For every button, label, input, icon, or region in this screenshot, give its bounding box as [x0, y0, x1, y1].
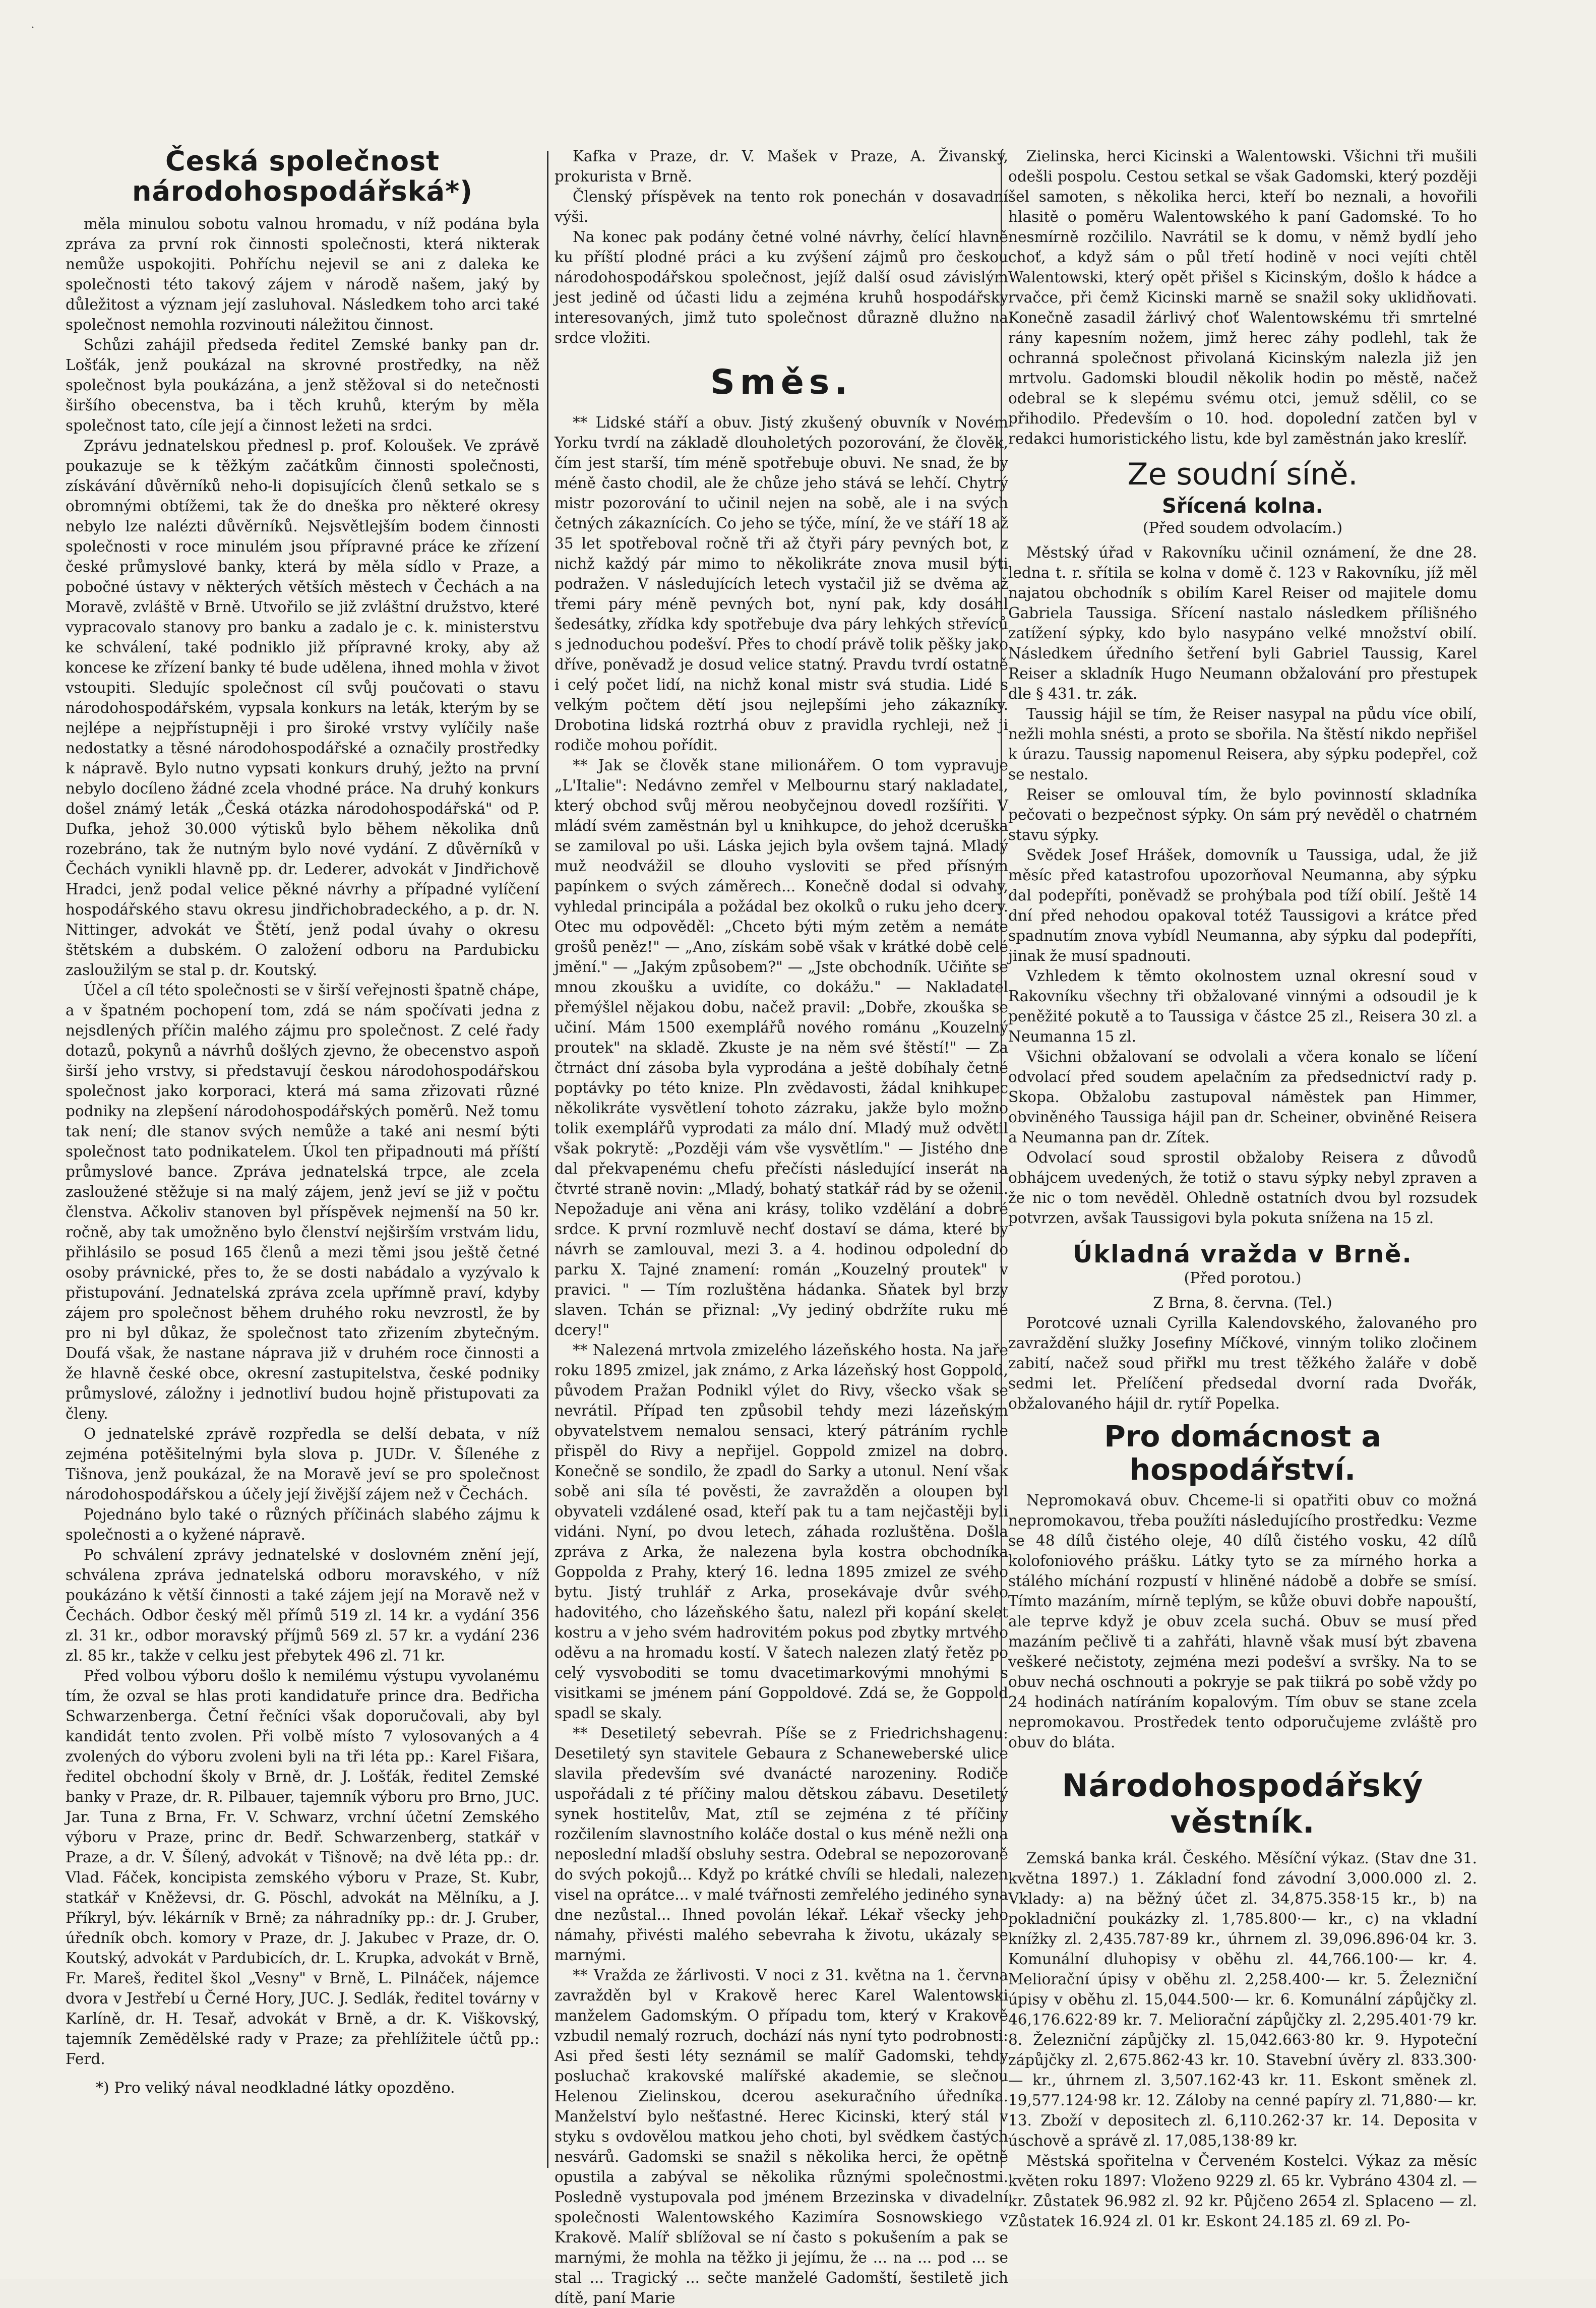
footnote: *) Pro veliký nával neodkladné látky opozděno.	[96, 2079, 455, 2097]
column-left	[66, 146, 539, 2098]
article-paragraph: Členský příspěvek na tento rok ponechán v dosavadní výši.	[555, 188, 1008, 225]
article-paragraph: Všichni obžalovaní se odvolali a včera konalo se líčení odvolací před soudem apelačním za předsednictví rady p. Skopa. Obžalobu zastupoval náměstek pan Himmer, obviněného Taussiga hájil pan dr. Scheiner, obviněné Reisera a Neumanna pan dr. Zítek.	[1008, 1048, 1477, 1146]
article-paragraph: měla minulou sobotu valnou hromadu, v níž podána byla zpráva za první rok činnosti společnosti, která nikterak nemůže uspokojiti. Pohříchu nejevil se ani z daleka ke společnosti této takový zájem v národě našem, jaký by důležitost a význam její zasluhoval. Následkem toho arci také společnost nemohla rozvinouti náležitou činnost.	[66, 215, 539, 333]
column-right	[986, 146, 1477, 2231]
article-paragraph: Před volbou výboru došlo k nemilému výstupu vyvolanému tím, že ozval se hlas proti kandidatuře prince dra. Bedřicha Schwarzenberga. Četní řečníci však doporučovali, aby byl kandidát tento zvolen. Při volbě místo 7 vylosovaných a 4 zvolených do výboru zvoleni byli na tři léta pp.: Karel Fišara, ředitel obchodní školy v Brně, dr. J. Lošťák, ředitel Zemské banky v Praze, dr. R. Pilbauer, tajemník výboru pro Brno, JUC. Jar. Tuna z Brna, Fr. V. Schwarz, vrchní účetní Zemského výboru v Praze, princ dr. Bedř. Schwarzenberg, statkář v Praze, a dr. V. Šílený, advokát v Tišnově; na dvě léta pp.: dr. Vlad. Fáček, koncipista zemského výboru v Praze, St. Kubr, statkář v Kněževsi, dr. G. Pöschl, advokát na Mělníku, a J. Příkryl, býv. lékárník v Brně; za náhradníky pp.: dr. J. Gruber, úředník obch. komory v Praze, dr. J. Jakubec v Praze, dr. O. Koutský, advokát v Pardubicích, dr. L. Krupka, advokát v Brně, Fr. Mareš, ředitel škol „Vesny" v Brně, L. Pilnáček, nájemce dvora v Jestřebí u Černé Hory, JUC. J. Sedlák, ředitel továrny v Karlíně, dr. H. Tesař, advokát v Brně, a dr. K. Viškovský, tajemník Zemědělské rady v Praze; za přehlížitele účtů pp.: Ferd.	[66, 1667, 539, 2068]
article-paragraph: Účel a cíl této společnosti se v širší veřejnosti špatně chápe, a v špatném pochopení tom, zdá se nám spočívati jedna z nejsdlených příčin malého zájmu pro společnost. Z celé řady dotazů, pokynů a návrhů došlých zjevno, že obecenstvo aspoň širší jeho vrstvy, si představují českou národohospodářskou společnost jako korporaci, která má sama zřizovati různé podniky na zlepšení národohospodářských poměrů. Než tomu tak není; dle stanov svých nemůže a také ani nesmí býti společnost tato podnikatelem. Úkol ten připadnouti má příští průmyslové bance. Zpráva jednatelská trpce, ale zcela zasloužené stěžuje si na malý zájem, jenž jeví se již v počtu členstva. Ačkoliv stanoven byl příspěvek nejmenší na 50 kr. ročně, aby tak umožněno bylo členství nejširším vrstvám lidu, přihlásilo se posud 165 členů a mezi těmi jsou ještě četné osoby právnické, přes to, že se dosti nabádalo a vyzývalo k přistupování. Jednatelská zpráva zcela upřímně praví, kdyby zájem pro společnost během druhého roku nevzrostl, že by pro ni byl důkaz, že společnost tato zřizením zbytečným. Doufá však, že nastane náprava již v druhém roce činnosti a že hlavně české obce, okresní zastupitelstva, české podniky průmyslové, záložny i jednotliví budou hojně přistupovati za členy.	[66, 982, 539, 1422]
article-paragraph: O jednatelské zprávě rozpředla se delší debata, v níž zejména potěšitelnými byla slova p. JUDr. V. Šílenéhe z Tišnova, jenž poukázal, že na Moravě jeví se pro společnost národohospodářskou a účely její živější zájem než v Čechách.	[66, 1425, 539, 1503]
article-paragraph: Zprávu jednatelskou přednesl p. prof. Koloušek. Ve zprávě poukazuje se k těžkým začátkům činnosti společnosti, získávání důvěrníků neho-li dopisujících členů setkalo se s obromnými obtížemi, tak že do dneška pro některé okresy nebylo lze nalézti důvěrníků. Nejsvětlejším bodem činnosti společnosti v roce minulém jsou přípravné práce ke zřízení české průmyslové banky, která by měla sídlo v Praze, a pobočné ústavy v některých větších městech v Čechách a na Moravě, zvláště v Brně. Utvořilo se již zvláštní družstvo, které vypracovalo stanovy pro banku a zadalo je c. k. ministerstvu ke schválení, také podniklo již přípravné kroky, aby až koncese ke zřízení banky té bude udělena, ihned mohla v život vstoupiti. Sledujíc společnost cíl svůj poučovati o stavu národohospodářském, vypsala konkurs na leták, kterým by se nejlépe a nejpřístupněji i pro široké vrstvy vylíčily naše nedostatky a těsné národohospodářské a označily prostředky k nápravě. Bylo nutno vypsati konkurs druhý, ježto na první nebylo docíleno žádné zcela vhodné práce. Na druhý konkurs došel známý leták „Česká otázka národohospodářská" od P. Dufka, jehož 30.000 výtisků bylo během několika dnů rozebráno, tak že nutným bylo nové vydání. Z důvěrníků v Čechách vynikli hlavně pp. dr. Lederer, advokát v Jindřichově Hradci, jenž podal velice pěkné návrhy a případné vylíčení hospodářského stavu okresu jindřichobradeckého, a p. dr. N. Nittinger, advokát ve Štětí, jenž podal úvahy o okresu štětském a dubském. O založení odboru na Pardubicku zasloužilým se stal p. dr. Koutský.	[66, 437, 539, 979]
article-paragraph: Nepromokavá obuv. Chceme-li si opatřiti obuv co možná nepromokavou, třeba použíti následujícího prostředku: Vezme se 48 dílů čistého oleje, 40 dílů čistého vosku, 42 dílů kolofoniového prášku. Látky tyto se za mírného horka a stálého míchání rozpustí v hliněné nádobě a dobře se smísí. Tímto mazáním, mírně teplým, se kůže obuvi dobře napouští, ale teprve když je obuv zcela suchá. Obuv se musí před mazáním pečlivě ti a zahřáti, hlavně však musí být zbavena veškeré nečistoty, zejména mezi podešví a svršky. Na to se obuv nechá oschnouti a pokryje se pak tiikrá po sobě vždy po 24 hodinách natíráním kopalovým. Tím obuv se stane zcela nepromokavou. Prostředek tento odporučujeme zvláště pro obuv do bláta.	[1008, 1492, 1477, 1751]
court-case-title: Sřícená kolna.	[1162, 495, 1323, 518]
news-item: ** Jak se člověk stane milionářem. O tom vypravuje „L'Italie": Nedávno zemřel v Melbournu starý nakladatel, který obchod svůj měrou neobyčejnou dovedl rozšířiti. V mládí svém zaměstnán byl u knihkupce, do jehož dceruška se zamiloval po uši. Láska jejich byla ovšem tajná. Mladý muž neodvážil se dlouho vysloviti se před přísným papínkem o svých záměrech... Konečně dodal si odvahy, vyhledal principála a požádal bez okolků o ruku jeho dcery. Otec mu odpověděl: „Chceto býti mým zetěm a nemáte grošů peněz!" — „Ano, získám sobě však v krátké době celé jmění." — „Jakým způsobem?" — „Jste obchodník. Učiňte se mnou zkoušku a uvidíte, co dokážu." — Nakladatel přemýšlel nějakou dobu, načež pravil: „Dobře, zkouška se učiní. Mám 1500 exemplářů nového románu „Kouzelný proutek" na skladě. Zkuste je na něm své štěstí!" — Za čtrnáct dní zásoba byla vyprodána a ještě dobíhaly četné poptávky po této knize. Pln zvědavosti, žádal knihkupec několikráte vysvětlení tohoto zázraku, jakže bylo možno tolik exemplářů vyprodati za málo dní. Mladý muž odvětil však pokrytě: „Později vám vše vysvětlím." — Jistého dne dal překvapenému chefu přečísti následující inserát na čtvrté straně novin: „Mladý, bohatý statkář rád by se oženil. Nepožaduje ani věna ani krásy, toliko vzdělání a dobré srdce. K první rozmluvě nechť dostaví se dáma, které by návrh se zamlouval, mezi 3. a 4. hodinou odpolední do parku X. Tajné znamení: román „Kouzelný proutek" v pravici. " — Tím rozluštěna hádanka. Sňatek byl brzy slaven. Tchán se přiznal: „Vy jediný obdržíte ruku mé dcery!"	[555, 757, 1008, 1339]
section-heading-smes: Směs.	[710, 362, 853, 402]
news-item: ** Vražda ze žárlivosti. V noci z 31. května na 1. června zavražděn byl v Krakově herec Karel Walentowski manželem Gadomským. O případu tom, který v Krakově vzbudil nemalý rozruch, dochází nás nyní tyto podrobnosti: Asi před šesti léty seznámil se malíř Gadomski, tehdy posluchač krakovské malířské akademie, se slečnou Helenou Zielinskou, dcerou asekuračního úředníka. Manželství bylo nešťastné. Herec Kicinski, který stál v styku s ovdovělou matkou jeho choti, byl svědkem častých nesvárů. Gadomski se snažil s několika herci, že opětně opustila a zabýval se několika různými společnostmi. Posledně vystupovala pod jménem Brzezinska v divadelní společnosti Walentowského Kazimíra Sosnowskiego v Krakově. Malíř sblížoval se ní často s pokušením a pak se marnými, že mohla na těžko ji jejímu, že ... na ... pod ... se stal ... Tragický ... sečte manželé Gadomští, šestiletě jich dítě, paní Marie	[555, 1967, 1008, 2306]
article-paragraph: Reiser se omlouval tím, že bylo povinností skladníka pečovati o bezpečnost sýpky. On sám prý nevěděl o chatrném stavu sýpky.	[1008, 786, 1477, 843]
article-paragraph: Městská spořitelna v Červeném Kostelci. Výkaz za měsíc květen roku 1897: Vloženo 9229 zl. 65 kr. Vybráno 4304 zl. — kr. Zůstatek 96.982 zl. 92 kr. Půjčeno 2654 zl. Splaceno — zl. Zůstatek 16.924 zl. 01 kr. Eskont 24.185 zl. 69 zl. Po-	[1008, 2152, 1477, 2230]
section-heading-vestnik: Národohospodářský věstník.	[1062, 1767, 1424, 1840]
news-item: ** Desetiletý sebevrah. Píše se z Friedrichshagenu: Desetiletý syn stavitele Gebaura z Schaneweberské ulice slavila především své dvanácté narozeniny. Rodiče uspořádali z té příčiny malou dětskou zábavu. Desetiletý synek hostitelův, Mat, ztíl se zejména z té příčiny rozčilením slavnostního koláče dostal o kus méně nežli ona neposlední mladší obsluhy sestra. Odebral se nepozorovaně do svých pokojů... Když po krátké chvíli se hledali, nalezen visel na oprátce... v malé tvářnosti zemřelého jediného syna dne nezůstal... Ihned povolán lékař. Lékař všecky jeho námahy, přivésti malého sebevraha k životu, ukázaly se marnými.	[555, 1725, 1008, 1964]
murder-heading: Úkladná vražda v Brně.	[1073, 1240, 1413, 1268]
section-heading-household: Pro domácnost a hospodářství.	[1104, 1419, 1381, 1487]
page-mark: ·	[30, 20, 35, 36]
article-paragraph: Taussig hájil se tím, že Reiser nasypal na půdu více obilí, nežli mohla snésti, a proto se sbořila. Na štěstí nikdo nepřišel k úrazu. Taussig napomenul Reisera, aby sýpku podepřel, což se nestalo.	[1008, 705, 1477, 783]
article-paragraph: Odvolací soud sprostil obžaloby Reisera z důvodů obhájcem uvedených, že totiž o stavu sýpky nebyl zpraven a že nic o tom nevěděl. Ohledně ostatních dvou byl rozsudek potvrzen, avšak Taussigovi byla pokuta snížena na 15 zl.	[1008, 1149, 1477, 1227]
article-paragraph: Po schválení zprávy jednatelské v doslovném znění její, schválena zpráva jednatelská odboru moravského, v níž poukázáno k větší činnosti a také zájem její na Moravě než v Čechách. Odbor český měl přímů 519 zl. 14 kr. a vydání 356 zl. 31 kr., odbor moravský příjmů 569 zl. 57 kr. a vydání 236 zl. 85 kr., takže v celku jest přebytek 496 zl. 71 kr.	[66, 1546, 539, 1664]
article-paragraph: Zemská banka král. Českého. Měsíční výkaz. (Stav dne 31. května 1897.) 1. Základní fond závodní 3,000.000 zl. 2. Vklady: a) na běžný účet zl. 34,875.358·15 kr., b) na pokladniční poukázky zl. 1,785.800·— kr., c) na vkladní knížky zl. 2,435.787·89 kr., úhrnem zl. 39,096.896·04 kr. 3. Komunální dluhopisy v oběhu zl. 44,766.100·— kr. 4. Meliorační úpisy v oběhu zl. 2,258.400·— kr. 5. Železniční úpisy v oběhu zl. 15,044.500·— kr. 6. Komunální zápůjčky zl. 46,176.622·89 kr. 7. Meliorační zápůjčky zl. 2,295.401·79 kr. 8. Železniční zápůjčky zl. 15,042.663·80 kr. 9. Hypoteční zápůjčky zl. 2,675.862·43 kr. 10. Stavební úvěry zl. 833.300·— kr., úhrnem zl. 3,507.162·43 kr. 11. Eskont směnek zl. 19,577.124·98 kr. 12. Záloby na cenné papíry zl. 71,880·— kr. 13. Zboží v depositech zl. 6,110.262·37 kr. 14. Deposita v úschově a správě zl. 17,085,138·89 kr.	[1008, 1850, 1477, 2149]
article-paragraph: Kafka v Praze, dr. V. Mašek v Praze, A. Živanský, prokurista v Brně.	[555, 148, 1008, 185]
article-paragraph: Svědek Josef Hrášek, domovník u Taussiga, udal, že již měsíc před katastrofou upozorňoval Neumanna, aby sýpku dal podepříti, poněvadž se prohýbala pod tíží obilí. Ještě 14 dní před nehodou opakoval totéž Taussigovi a krátce před spadnutím znova vybídl Neumanna, aby sýpku dal podepříti, jinak že musí spadnouti.	[1008, 846, 1477, 964]
article-paragraph: Vzhledem k těmto okolnostem uznal okresní soud v Rakovníku všechny tři obžalované vinnými a odsoudil je k peněžité pokutě a to Taussiga v částce 25 zl., Reisera 30 zl. a Neumanna 15 zl.	[1008, 967, 1477, 1045]
dateline: Z Brna, 8. června. (Tel.)	[1153, 1294, 1332, 1311]
article-paragraph: Na konec pak podány četné volné návrhy, čelící hlavně ku příští plodné práci a ku zvýšení zájmů pro českou národohospodářskou společnost, jejíž další osud závislým jest jedině od účasti lidu a zejména kruhů hospodářsky interesovaných, jimž tuto společnost důrazně dlužno na srdce vložiti.	[555, 228, 1008, 346]
news-item: ** Nalezená mrtvola zmizelého lázeňského hosta. Na jaře roku 1895 zmizel, jak známo, z Arka lázeňský host Goppold, původem Pražan Podnikl výlet do Rivy, všecko však se nevrátil. Případ ten způsobil tehdy mezi lázeňským obyvatelstvem nemalou sensaci, který pátráním rychle přispěl do Rivy a nepřijel. Goppold zmizel na dobro. Konečně se sondilo, že zpadl do Sarky a utonul. Není však sobě ani síla té pověsti, že zavražděn a oloupen byl obyvateli vzdálené osad, kteří pak tu a tam nejčastěji byli vidáni. Nyní, po dvou letech, záhada rozluštěna. Došla zpráva z Arka, že nalezena byla kostra obchodníka Goppolda z Prahy, který 16. ledna 1895 zmizel ze svého bytu. Jistý truhlář z Arka, prosekávaje dvůr svého hadovitého, cho lázeňského šatu, nalezl při kopání skelet kostru a v jeho svém hadrovitém pokus pod zbytky mrtvého oděvu a na hromadu kostí. V šatech nalezen zlatý řetěz po celý vysvoboditi se tomu dvacetimarkovými mnohými s visitkami se jménem pání Goppoldové. Zdá se, že Goppold spadl se skaly.	[555, 1342, 1008, 1722]
article-paragraph: Pojednáno bylo také o různých příčinách slabého zájmu k společnosti a o kyžené nápravě.	[66, 1506, 539, 1543]
news-item: ** Lidské stáří a obuv. Jistý zkušený obuvník v Novém Yorku tvrdí na základě dlouholetých pozorování, že člověk, čím jest starší, tím méně spotřebuje obuvi. Ne snad, že by méně často chodil, ale že chůze jeho stává se lehčí. Chytrý mistr pozorování to učinil nejen na sobě, ale i na svých četných zákaznících. Co jeho se týče, míní, že ve stáří 18 až 35 let spotřeboval ročně tři až čtyři páry pevných bot, z nichž každý pár mimo to několikráte znova musil býti podražen. V následujících letech vystačil již se dvěma až třemi páry méně pevných bot, nyní pak, kdy dosáhl šedesátky, zřídka kdy spotřebuje dva páry lehkých střevíců s jednoduchou podešví. Přes to chodí právě tolik pěšky jako dříve, poněvadž je dosud velice statný. Pravdu tvrdí ostatně i celý počet lidí, na nichž konal mistr svá studia. Lidé s velkým počtem dětí jsou nejlepšími jeho zákazníky. Drobotina lidská roztrhá obuv z pravidla rychleji, než ji rodiče mohou pořídit.	[555, 414, 1008, 754]
article-heading: Česká společnost národohospodářská*)	[132, 145, 473, 207]
article-paragraph: Schůzi zahájil předseda ředitel Zemské banky pan dr. Lošťák, jenž poukázal na skrovné prostředky, na něž společnost byla poukázána, a jenž stěžoval si do netečnosti širšího obecenstva, ba i těch kruhů, kterým by měla společnost tato, cíle její a činnost ležeti na srdci.	[66, 336, 539, 434]
article-paragraph: Zielinska, herci Kicinski a Walentowski. Všichni tři mušili odešli pospolu. Cestou setkal se však Gadomski, který později šel samoten, s několika herci, kteří bo neznali, a hovořili hlasitě o poměru Walentowského k paní Gadomské. To ho nesmírně rozčililo. Navrátil se k domu, v němž bydlí jeho choť, a když sám o půl třetí hodině v noci vejíti chtěl Walentowski, který opět přišel s Kicinským, došlo k hádce a rvačce, při čemž Kicinski marně se snažil soky uklidňovati. Konečně zasadil žárlivý choť Walentowskému tři smrtelné rány kapesním nožem, jimž herec záhy podlehl, tak že ochranná společnost přivolaná Kicinským nalezla již jen mrtvolu. Gadomski bloudil několik hodin po městě, načež odebral se k slepému svému otci, jemuž sdělil, co se přihodilo. Především o 10. hod. dopolední zatčen byl v redakci humoristického listu, kde byl zaměstnán jako kreslíř.	[1008, 148, 1477, 447]
murder-subtitle: (Před porotou.)	[1184, 1269, 1302, 1287]
article-paragraph: Městský úřad v Rakovníku učinil oznámení, že dne 28. ledna t. r. sřítila se kolna v domě č. 123 v Rakovníku, jíž měl najatou obchodník s obilím Karel Reiser od majitele domu Gabriela Taussiga. Sřícení nastalo následkem přílišného zatížení sýpky, kdo bylo nasypáno velké množství obilí. Následkem úředního šetření byli Gabriel Taussig, Karel Reiser a skladník Hugo Neumann obžalování pro přestupek dle § 431. tr. zák.	[1008, 544, 1477, 702]
court-case-subtitle: (Před soudem odvolacím.)	[1142, 519, 1343, 537]
column-middle	[532, 146, 1008, 2308]
section-heading-court: Ze soudní síně.	[1127, 457, 1358, 492]
article-paragraph: Porotcové uznali Cyrilla Kalendovského, žalovaného pro zavraždění služky Josefiny Míčkové, vinným toliko zločinem zabití, načež soud přiřkl mu trest těžkého žaláře v době sedmi let. Přelíčení předsedal dvorní rada Dvořák, obžalovaného hájil dr. rytíř Popelka.	[1008, 1314, 1477, 1412]
